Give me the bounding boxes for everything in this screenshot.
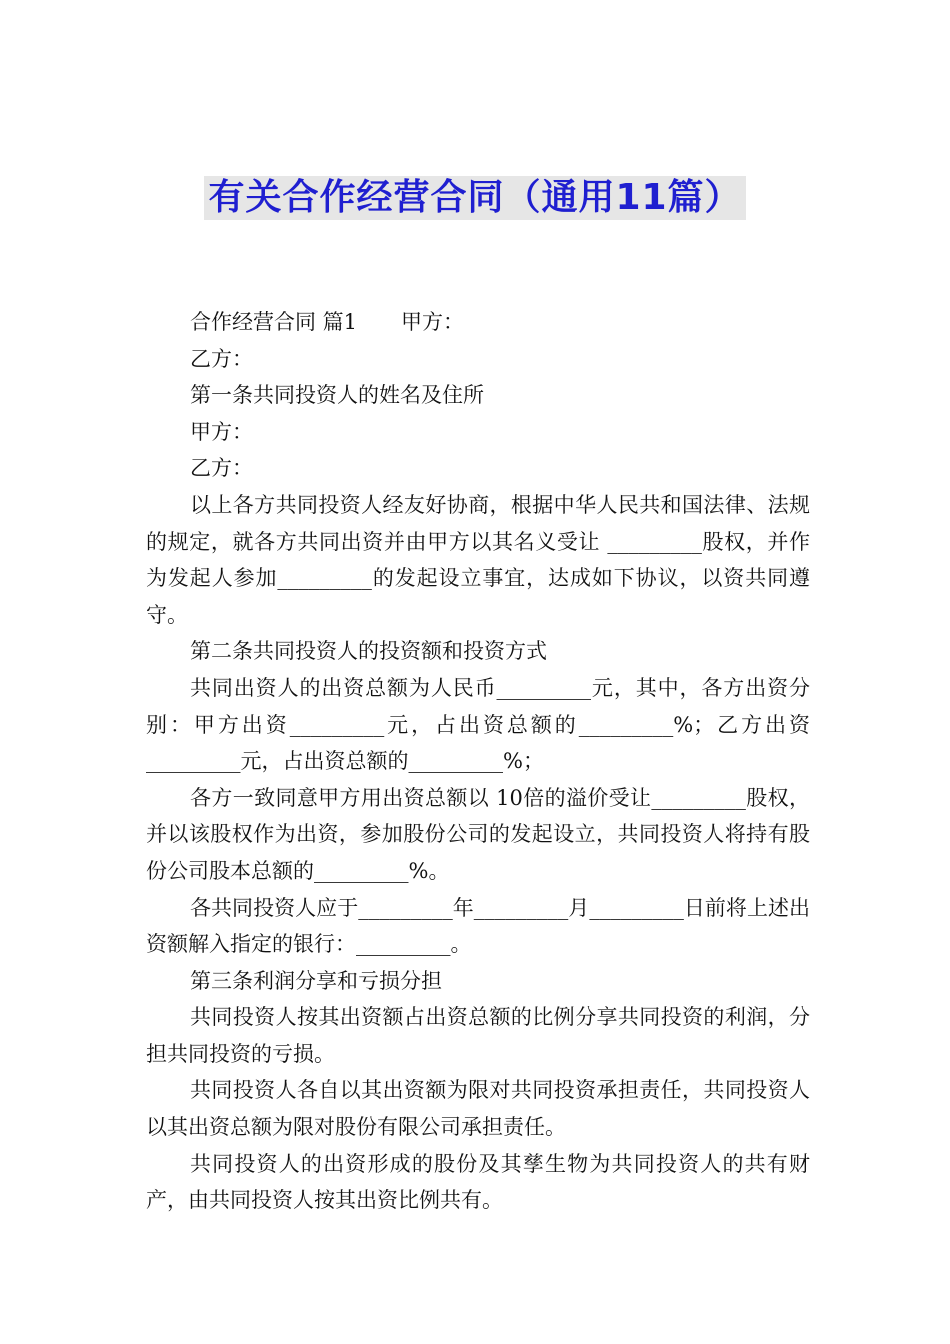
paragraph-1 bbox=[146, 304, 810, 341]
paragraph-9: 各方一致同意甲方用出资总额以 10倍的溢价受让_________股权，并以该股权作为出资，参加股份公司的发起设立，共同投资人将持有股份公司股本总额的_________%。 bbox=[146, 785, 810, 883]
contract-heading: 合作经营合同 篇1 bbox=[190, 310, 358, 334]
document-body bbox=[146, 304, 810, 1219]
paragraph-2: 乙方： bbox=[190, 346, 253, 371]
paragraph-5: 乙方： bbox=[190, 456, 253, 481]
paragraph-4: 甲方： bbox=[190, 419, 253, 444]
paragraph-7: 第二条共同投资人的投资额和投资方式 bbox=[190, 639, 547, 664]
paragraph-10: 各共同投资人应于_________年_________月_________日前将上述出资额解入指定的银行：_________。 bbox=[146, 895, 810, 957]
party-a-label: 甲方： bbox=[401, 310, 465, 334]
paragraph-8: 共同出资人的出资总额为人民币_________元，其中，各方出资分别：甲方出资_________元，占出资总额的_________%；乙方出资_________元，占出资总额的_________%； bbox=[146, 675, 810, 774]
document-title: 有关合作经营合同（通用11篇） bbox=[204, 176, 745, 220]
title-container bbox=[0, 176, 950, 220]
paragraph-12: 共同投资人按其出资额占出资总额的比例分享共同投资的利润，分担共同投资的亏损。 bbox=[146, 1005, 810, 1066]
paragraph-3: 第一条共同投资人的姓名及住所 bbox=[190, 383, 484, 408]
paragraph-11: 第三条利润分享和亏损分担 bbox=[190, 968, 442, 993]
paragraph-6: 以上各方共同投资人经友好协商，根据中华人民共和国法律、法规的规定，就各方共同出资并由甲方以其名义受让 _________股权，并作为发起人参加_________的发起设立事宜，达成如下协议，以资共同遵守。 bbox=[146, 492, 810, 627]
paragraph-14: 共同投资人的出资形成的股份及其孳生物为共同投资人的共有财产，由共同投资人按其出资比例共有。 bbox=[146, 1151, 810, 1213]
paragraph-13: 共同投资人各自以其出资额为限对共同投资承担责任，共同投资人以其出资总额为限对股份有限公司承担责任。 bbox=[146, 1078, 810, 1140]
